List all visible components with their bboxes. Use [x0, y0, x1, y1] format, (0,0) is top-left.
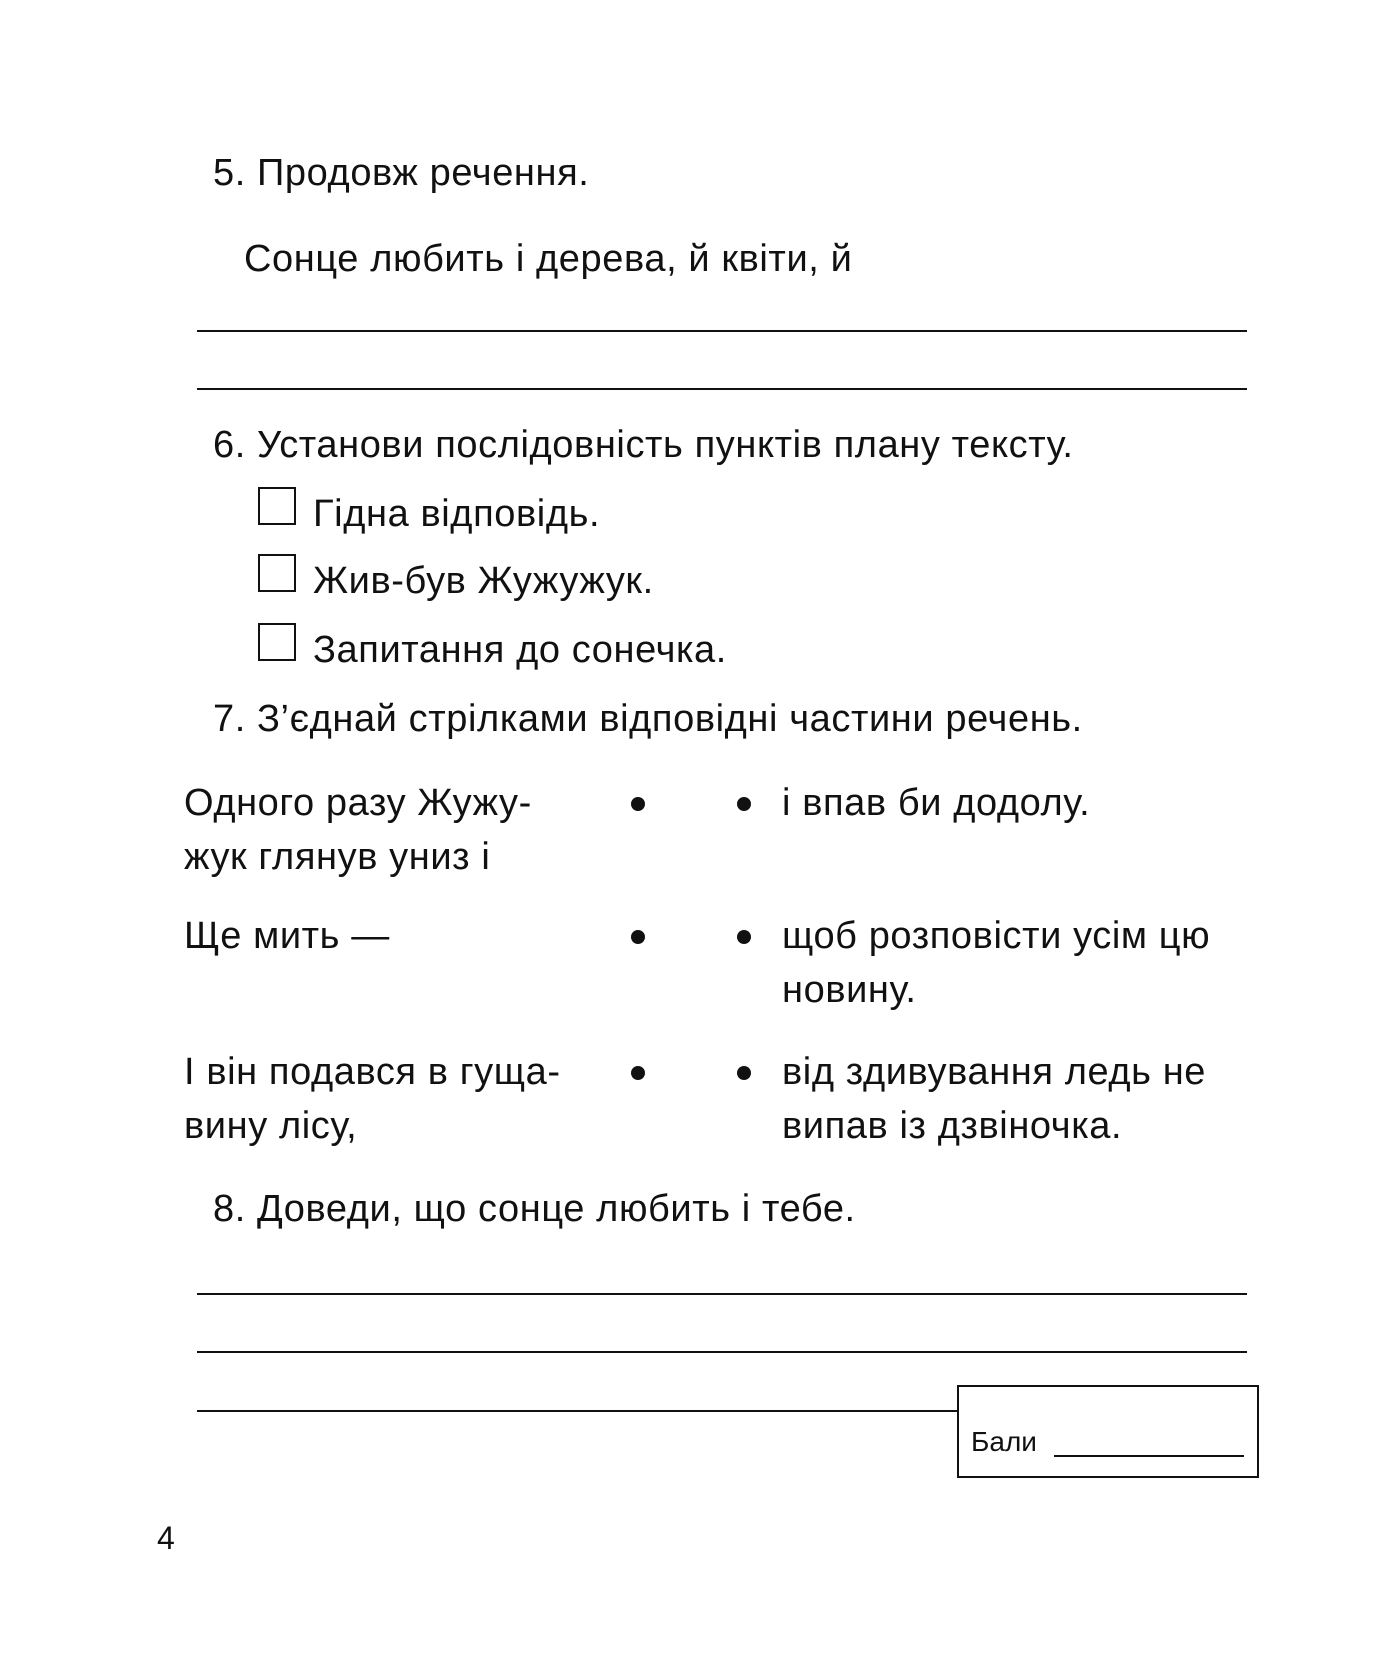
answer-line[interactable] — [197, 1293, 1247, 1295]
right-part-line: новину. — [782, 969, 917, 1011]
page-number: 4 — [157, 1520, 175, 1556]
left-part-line: Ще мить — — [184, 915, 390, 957]
right-part-line: від здивування ледь не — [782, 1051, 1207, 1093]
right-part-line: випав із дзвіночка. — [782, 1105, 1123, 1147]
score-entry-line[interactable] — [1054, 1455, 1244, 1457]
left-part-line: І він подався в гуща- — [184, 1051, 561, 1093]
plan-item: Запитання до сонечка. — [313, 629, 727, 671]
order-checkbox[interactable] — [258, 623, 296, 661]
score-label: Бали — [971, 1426, 1037, 1457]
left-part-line: жук глянув униз і — [184, 836, 491, 878]
right-part-line: щоб розповісти усім цю — [782, 915, 1211, 957]
right-match-dot[interactable] — [737, 930, 751, 944]
task5-number: 5. — [213, 152, 246, 194]
score-box — [957, 1385, 1259, 1478]
task5-instruction: Продовж речення. — [257, 152, 590, 194]
task7-instruction: З’єднай стрілками відповідні частини речень. — [257, 698, 1083, 740]
right-match-dot[interactable] — [737, 1066, 751, 1080]
order-checkbox[interactable] — [258, 554, 296, 592]
task6-number: 6. — [213, 424, 246, 466]
plan-item: Жив-був Жужужук. — [313, 560, 654, 602]
answer-line[interactable] — [197, 1410, 957, 1412]
task7-number: 7. — [213, 698, 246, 740]
answer-line[interactable] — [197, 388, 1247, 390]
left-part-line: Одного разу Жужу- — [184, 782, 532, 824]
task8-instruction: Доведи, що сонце любить і тебе. — [257, 1188, 856, 1230]
left-match-dot[interactable] — [631, 797, 645, 811]
task8-number: 8. — [213, 1188, 246, 1230]
plan-item: Гідна відповідь. — [313, 493, 601, 535]
right-match-dot[interactable] — [737, 797, 751, 811]
left-match-dot[interactable] — [631, 1066, 645, 1080]
order-checkbox[interactable] — [258, 487, 296, 525]
task5-sentence-start: Сонце любить і дерева, й квіти, й — [244, 238, 853, 280]
answer-line[interactable] — [197, 1351, 1247, 1353]
left-match-dot[interactable] — [631, 930, 645, 944]
right-part-line: і впав би додолу. — [782, 782, 1091, 824]
left-part-line: вину лісу, — [184, 1105, 358, 1147]
answer-line[interactable] — [197, 330, 1247, 332]
task6-instruction: Установи послідовність пунктів плану тексту. — [257, 424, 1074, 466]
